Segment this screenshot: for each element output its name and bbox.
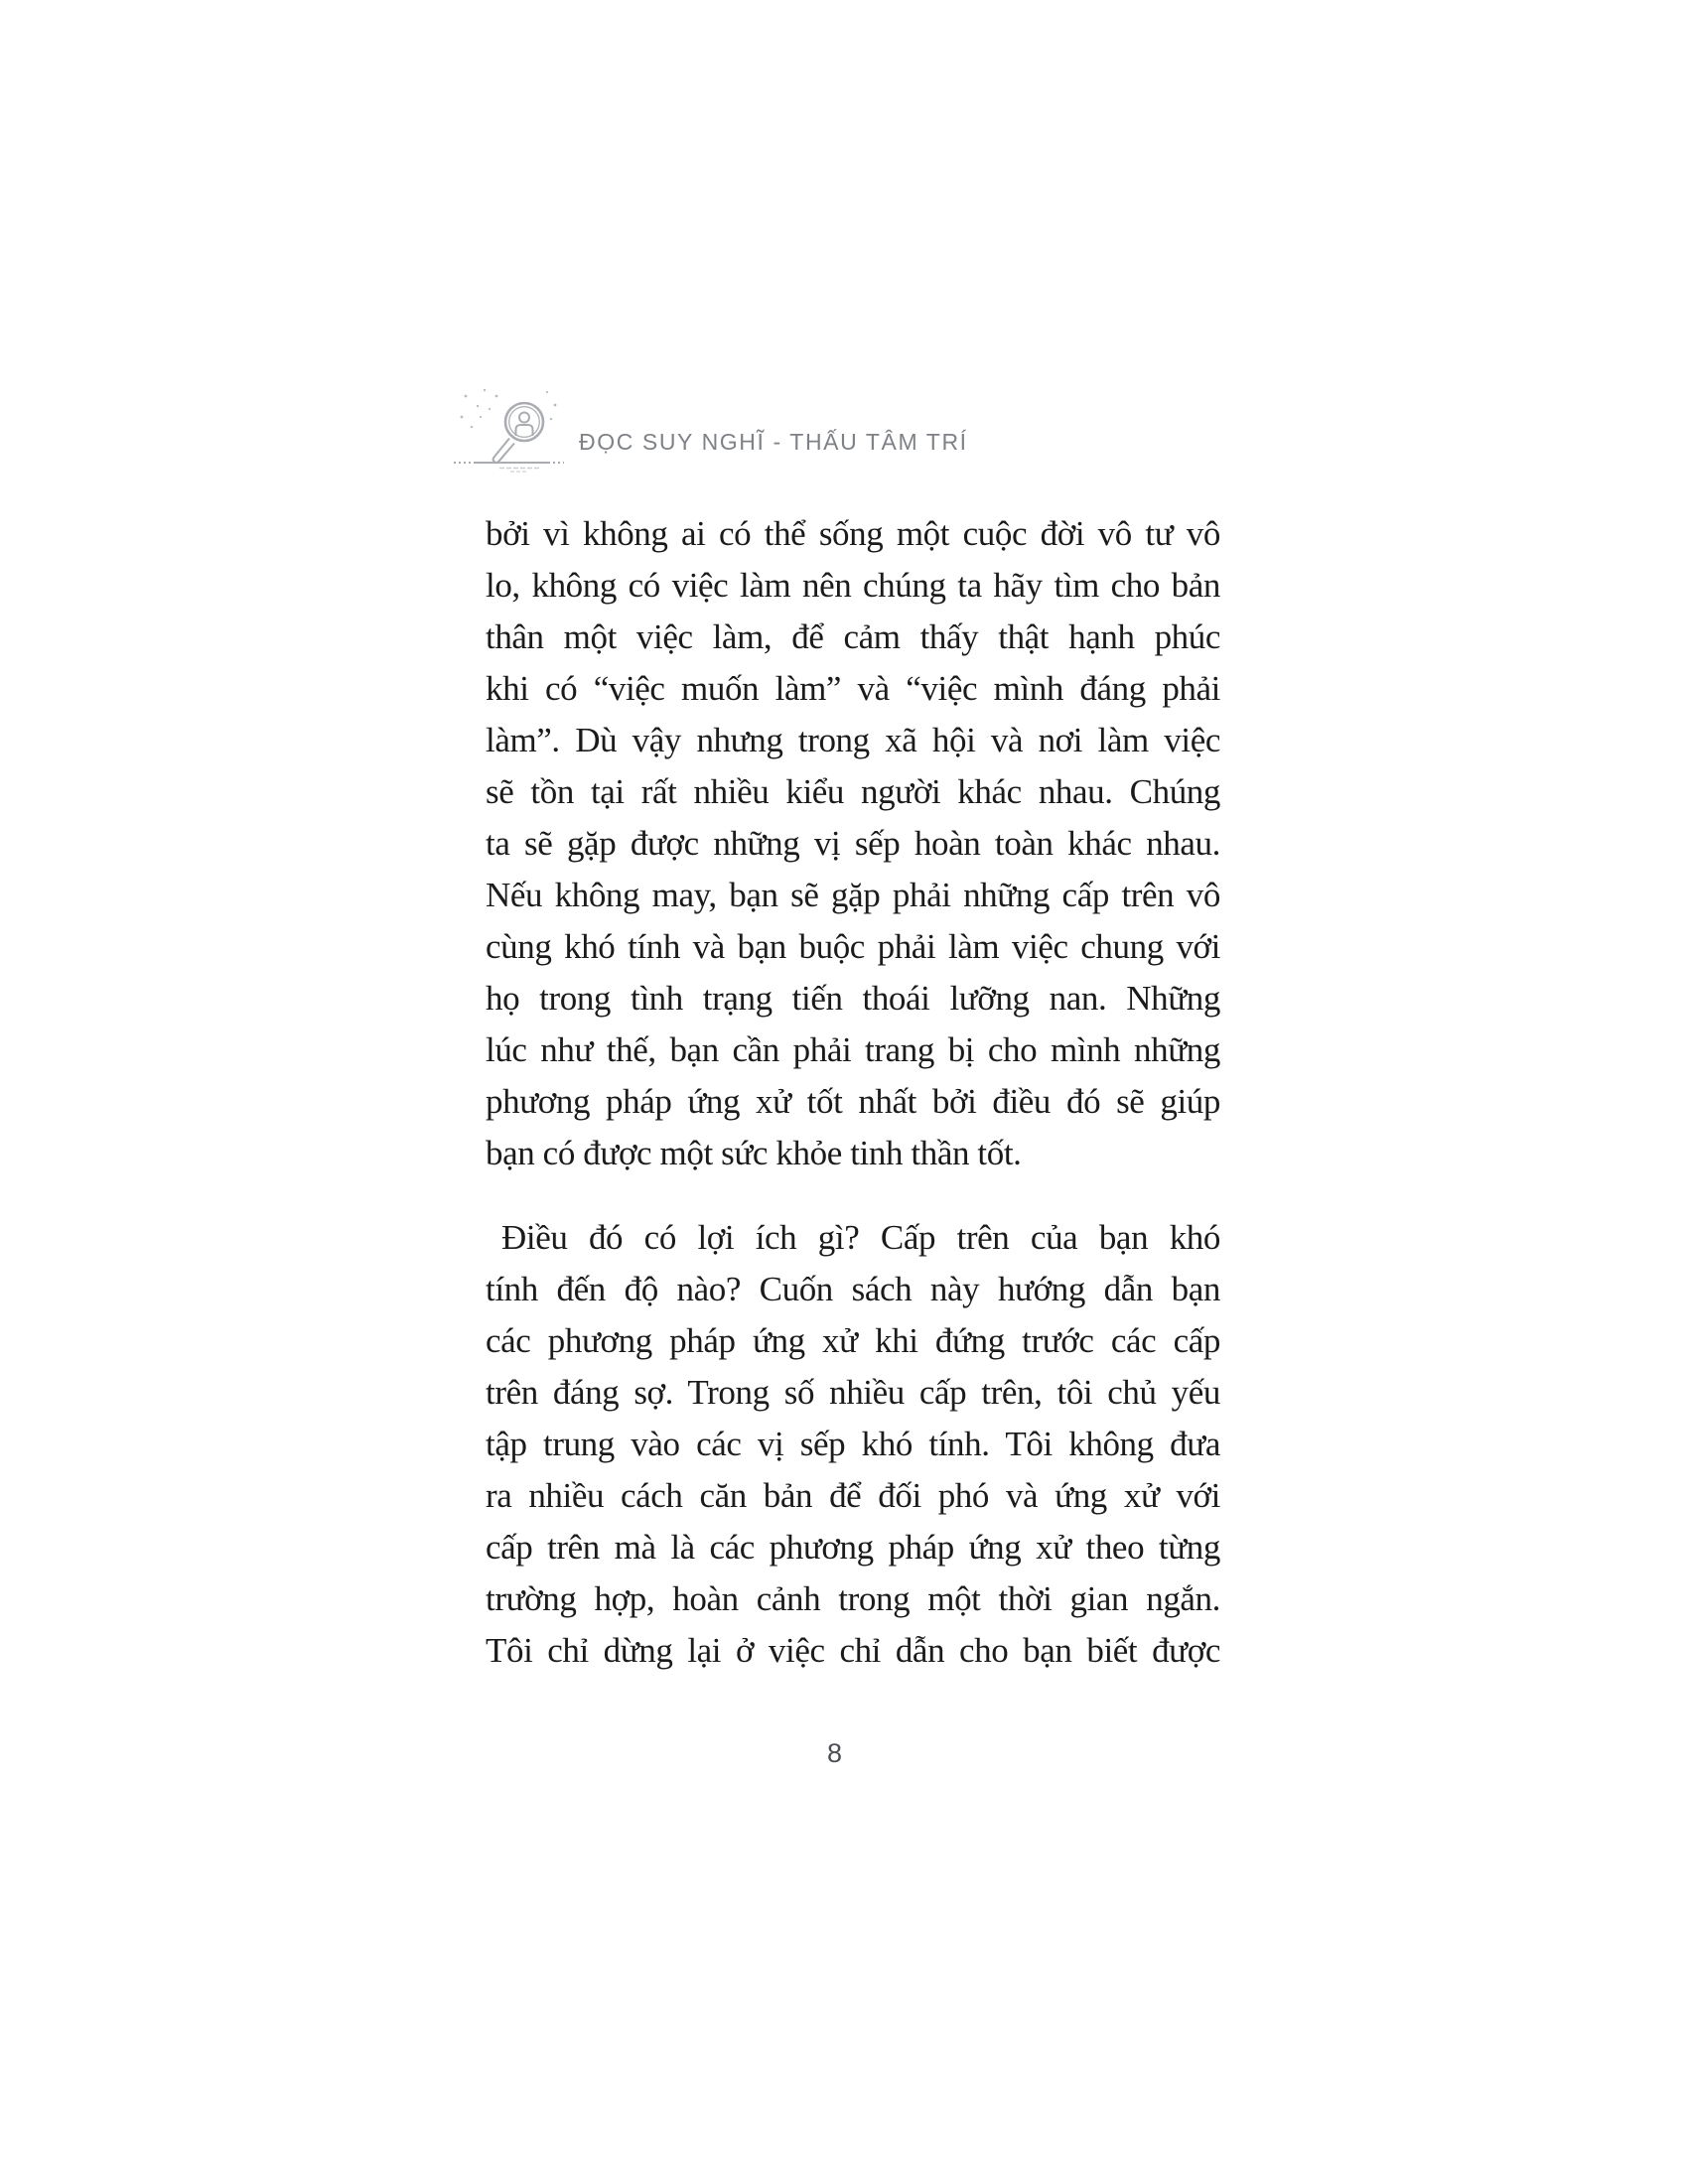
text-line: trên đáng sợ. Trong số nhiều cấp trên, tôi chủ yếu	[486, 1373, 1220, 1412]
text-line: Điều đó có lợi ích gì? Cấp trên của bạn khó	[501, 1218, 1220, 1257]
text-line: thân một việc làm, để cảm thấy thật hạnh phúc	[486, 617, 1220, 656]
text-line: bạn có được một sức khỏe tinh thần tốt.	[486, 1134, 1022, 1172]
text-line: Nếu không may, bạn sẽ gặp phải những cấp trên vô	[486, 876, 1220, 914]
text-line: phương pháp ứng xử tốt nhất bởi điều đó sẽ giúp	[486, 1082, 1220, 1121]
text-line: các phương pháp ứng xử khi đứng trước các cấp	[486, 1321, 1220, 1360]
paragraph-1	[486, 508, 1220, 1179]
running-header	[452, 382, 1048, 486]
text-line: lúc như thế, bạn cần phải trang bị cho mình những	[486, 1030, 1220, 1069]
text-line: tập trung vào các vị sếp khó tính. Tôi không đưa	[486, 1425, 1220, 1463]
magnifier-person-icon	[452, 382, 566, 481]
text-line: khi có “việc muốn làm” và “việc mình đáng phải	[486, 669, 1220, 708]
text-line: cấp trên mà là các phương pháp ứng xử theo từng	[486, 1528, 1220, 1567]
body-text	[486, 508, 1220, 1677]
text-line: lo, không có việc làm nên chúng ta hãy tìm cho bản	[486, 566, 1220, 605]
text-line: Tôi chỉ dừng lại ở việc chỉ dẫn cho bạn biết được	[486, 1631, 1220, 1670]
text-line: cùng khó tính và bạn buộc phải làm việc chung với	[486, 927, 1220, 966]
text-line: sẽ tồn tại rất nhiều kiểu người khác nhau. Chúng	[486, 772, 1220, 811]
text-line: tính đến độ nào? Cuốn sách này hướng dẫn bạn	[486, 1270, 1220, 1308]
text-line: làm”. Dù vậy nhưng trong xã hội và nơi làm việc	[486, 721, 1220, 759]
page-number: 8	[826, 1738, 844, 1768]
text-line: bởi vì không ai có thể sống một cuộc đời vô tư vô	[486, 514, 1220, 553]
paragraph-2	[486, 1212, 1220, 1677]
text-line: ta sẽ gặp được những vị sếp hoàn toàn khác nhau.	[486, 824, 1220, 863]
text-line: ra nhiều cách căn bản để đối phó và ứng xử với	[486, 1476, 1220, 1515]
text-line: họ trong tình trạng tiến thoái lưỡng nan. Những	[486, 979, 1220, 1018]
header-title: ĐỌC SUY NGHĨ - THẤU TÂM TRÍ	[579, 429, 968, 455]
text-line: trường hợp, hoàn cảnh trong một thời gian ngắn.	[486, 1579, 1220, 1618]
